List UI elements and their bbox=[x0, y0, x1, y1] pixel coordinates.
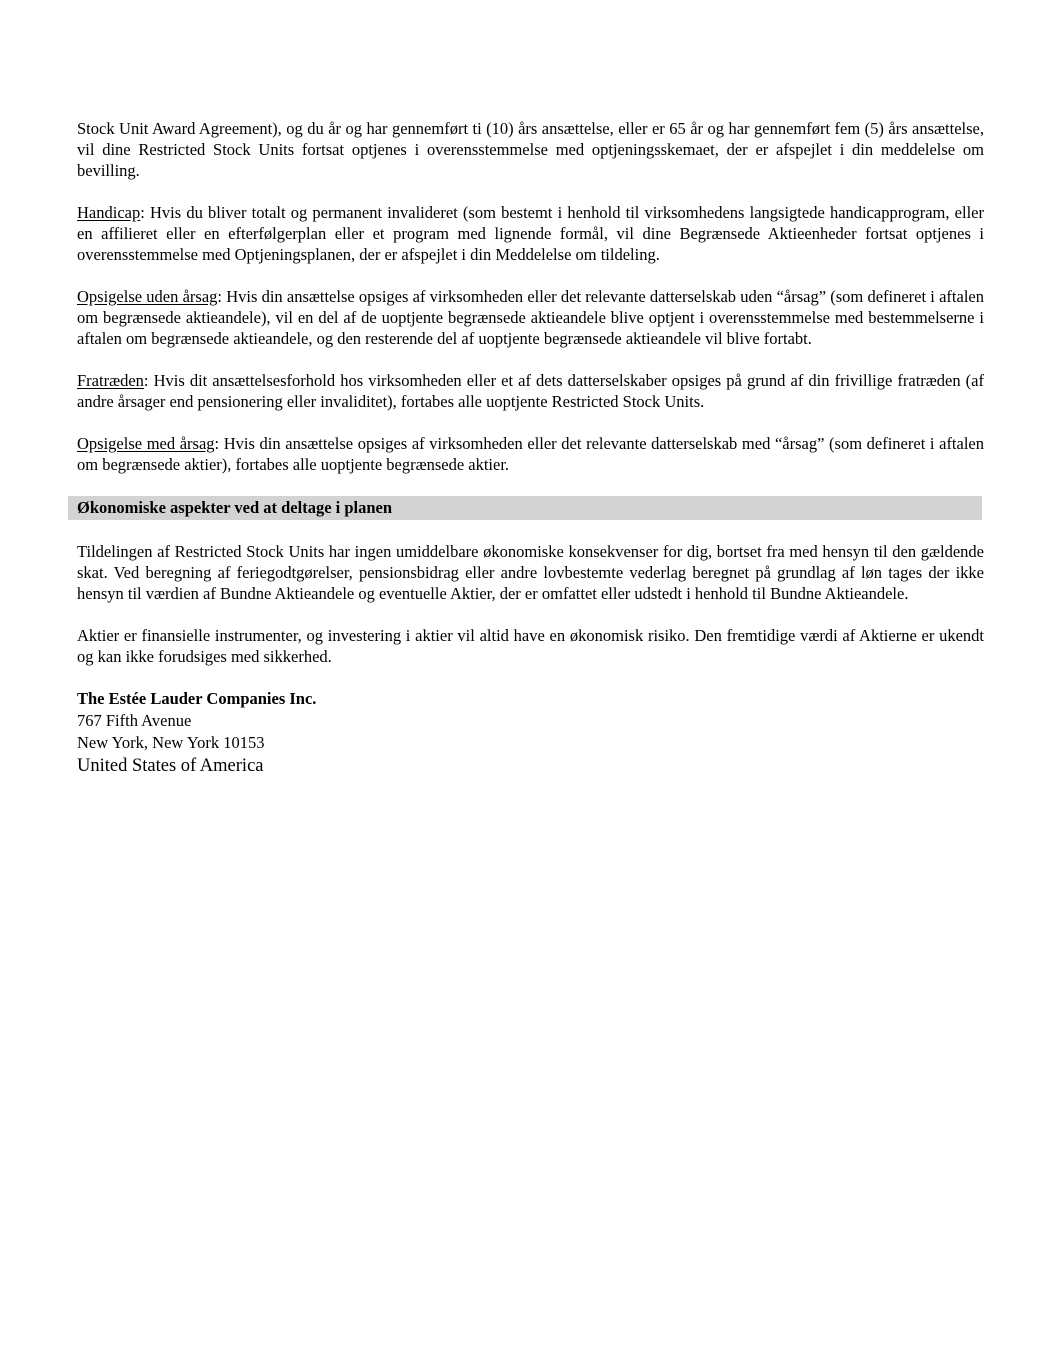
address-street: 767 Fifth Avenue bbox=[77, 711, 192, 730]
paragraph-text: Aktier er finansielle instrumenter, og investering i aktier vil altid have en økonomisk risiko. Den fremtidige værdi af Aktierne er ukendt og kan ikke forudsiges med sikkerhed. bbox=[77, 626, 984, 666]
paragraph-text: Stock Unit Award Agreement), og du år og har gennemført ti (10) års ansættelse, eller er 65 år og har gennemført fem (5) års ansættelse, vil dine Restricted Stock Units fortsat optjenes i overensstemmelse med optjeningsskemaet, der er afspejlet i din meddelelse om bevilling. bbox=[77, 119, 984, 180]
paragraph-disability bbox=[77, 202, 984, 265]
paragraph-resignation bbox=[77, 370, 984, 412]
company-address-block bbox=[77, 688, 984, 778]
section-header-title: Økonomiske aspekter ved at deltage i planen bbox=[77, 498, 393, 517]
address-city: New York, New York 10153 bbox=[77, 733, 265, 752]
paragraph-text: : Hvis dit ansættelsesforhold hos virksomheden eller et af dets datterselskaber opsiges på grund af din frivillige fratræden (af andre årsager end pensionering eller invaliditet), fortabes alle uoptjente Restricted Stock Units. bbox=[77, 371, 984, 411]
paragraph-text: : Hvis din ansættelse opsiges af virksomheden eller det relevante datterselskab uden “årsag” (som defineret i aftalen om begrænsede aktieandele), vil en del af de uoptjente begrænsede aktieandele blive optjent i overensstemmelse med bestemmelserne i aftalen om begrænsede aktieandele, og den resterende del af uoptjente begrænsede aktieandele vil blive fortabt. bbox=[77, 287, 984, 348]
paragraph-vesting-continuation bbox=[77, 118, 984, 181]
company-name: The Estée Lauder Companies Inc. bbox=[77, 689, 317, 708]
paragraph-label: Fratræden bbox=[77, 371, 144, 390]
paragraph-text: Tildelingen af Restricted Stock Units har ingen umiddelbare økonomiske konsekvenser for dig, bortset fra med hensyn til den gældende skat. Ved beregning af feriegodtgørelser, pensionsbidrag eller andre lovbestemte vederlag beregnet på grundlag af løn tages der ikke hensyn til værdien af Bundne Aktieandele og eventuelle Aktier, der er omfattet eller udstedt i henhold til Bundne Aktieandele. bbox=[77, 542, 984, 603]
paragraph-termination-with-cause bbox=[77, 433, 984, 475]
paragraph-text: : Hvis du bliver totalt og permanent invalideret (som bestemt i henhold til virksomhedens langsigtede handicapprogram, eller en affilieret eller en efterfølgerplan eller et program med lignende formål, vil dine Begrænsede Aktieenheder fortsat optjenes i overensstemmelse med Optjeningsplanen, der er afspejlet i din Meddelelse om tildeling. bbox=[77, 203, 984, 264]
paragraph-label: Handicap bbox=[77, 203, 141, 222]
paragraph-financial-risk bbox=[77, 625, 984, 667]
address-country: United States of America bbox=[77, 756, 264, 776]
paragraph-text: : Hvis din ansættelse opsiges af virksomheden eller det relevante datterselskab med “årsag” (som defineret i aftalen om begrænsede aktier), fortabes alle uoptjente begrænsede aktier. bbox=[77, 434, 985, 474]
document-content bbox=[77, 118, 984, 778]
paragraph-economic-aspects bbox=[77, 541, 984, 604]
paragraph-label: Opsigelse med årsag bbox=[77, 434, 215, 453]
paragraph-label: Opsigelse uden årsag bbox=[77, 287, 218, 306]
section-header-bar bbox=[68, 496, 982, 520]
paragraph-termination-without-cause bbox=[77, 286, 984, 349]
